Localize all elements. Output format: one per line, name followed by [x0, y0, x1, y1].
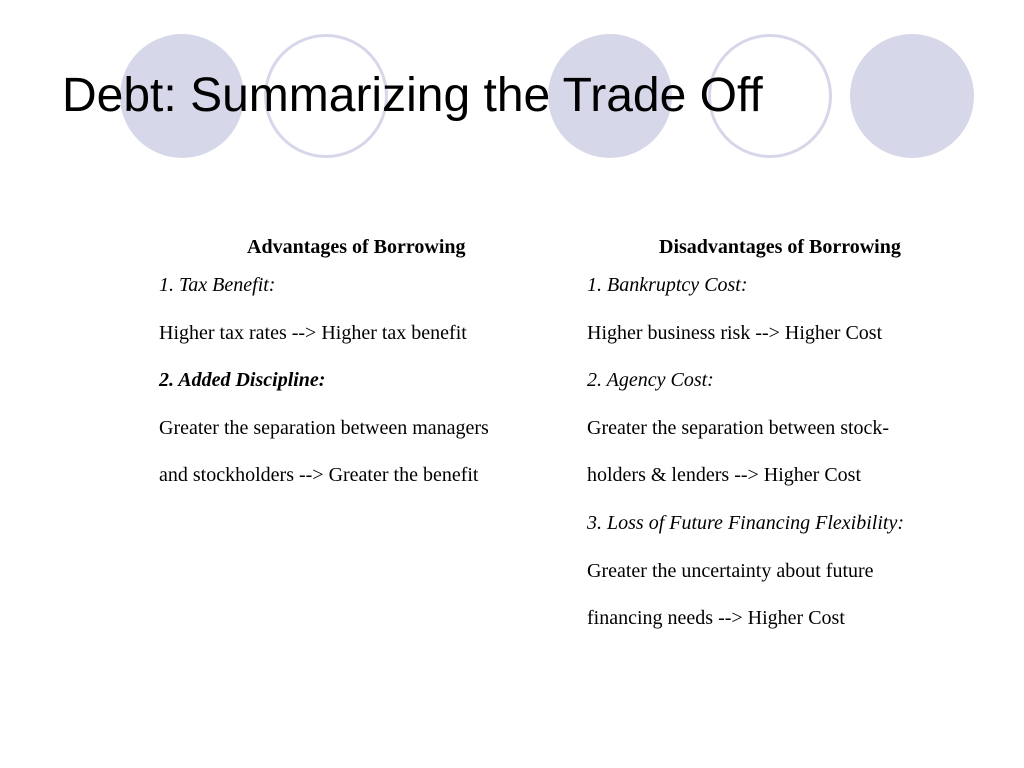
advantage-item-title: 2. Added Discipline:: [159, 369, 326, 392]
disadvantages-heading: Disadvantages of Borrowing: [659, 236, 901, 258]
advantages-heading: Advantages of Borrowing: [247, 236, 466, 258]
disadvantage-item-text: Greater the uncertainty about future: [587, 559, 874, 582]
disadvantage-item-title: 3. Loss of Future Financing Flexibility:: [587, 511, 904, 534]
disadvantages-column: [587, 232, 1007, 643]
advantage-item-text: and stockholders --> Greater the benefit: [159, 464, 479, 487]
disadvantage-item-text: Higher business risk --> Higher Cost: [587, 321, 883, 344]
decorative-circle: [850, 34, 974, 158]
disadvantage-item-text: Greater the separation between stock-: [587, 416, 890, 439]
advantage-item-text: Greater the separation between managers: [159, 416, 489, 439]
disadvantage-item-text: holders & lenders --> Higher Cost: [587, 464, 862, 487]
slide-title: Debt: Summarizing the Trade Off: [62, 69, 763, 122]
disadvantage-item-text: financing needs --> Higher Cost: [587, 607, 845, 630]
advantage-item-title: 1. Tax Benefit:: [159, 274, 276, 296]
disadvantage-item-title: 2. Agency Cost:: [587, 369, 714, 392]
advantage-item-text: Higher tax rates --> Higher tax benefit: [159, 321, 467, 344]
advantages-column: [159, 232, 579, 500]
disadvantage-item-title: 1. Bankruptcy Cost:: [587, 274, 748, 296]
